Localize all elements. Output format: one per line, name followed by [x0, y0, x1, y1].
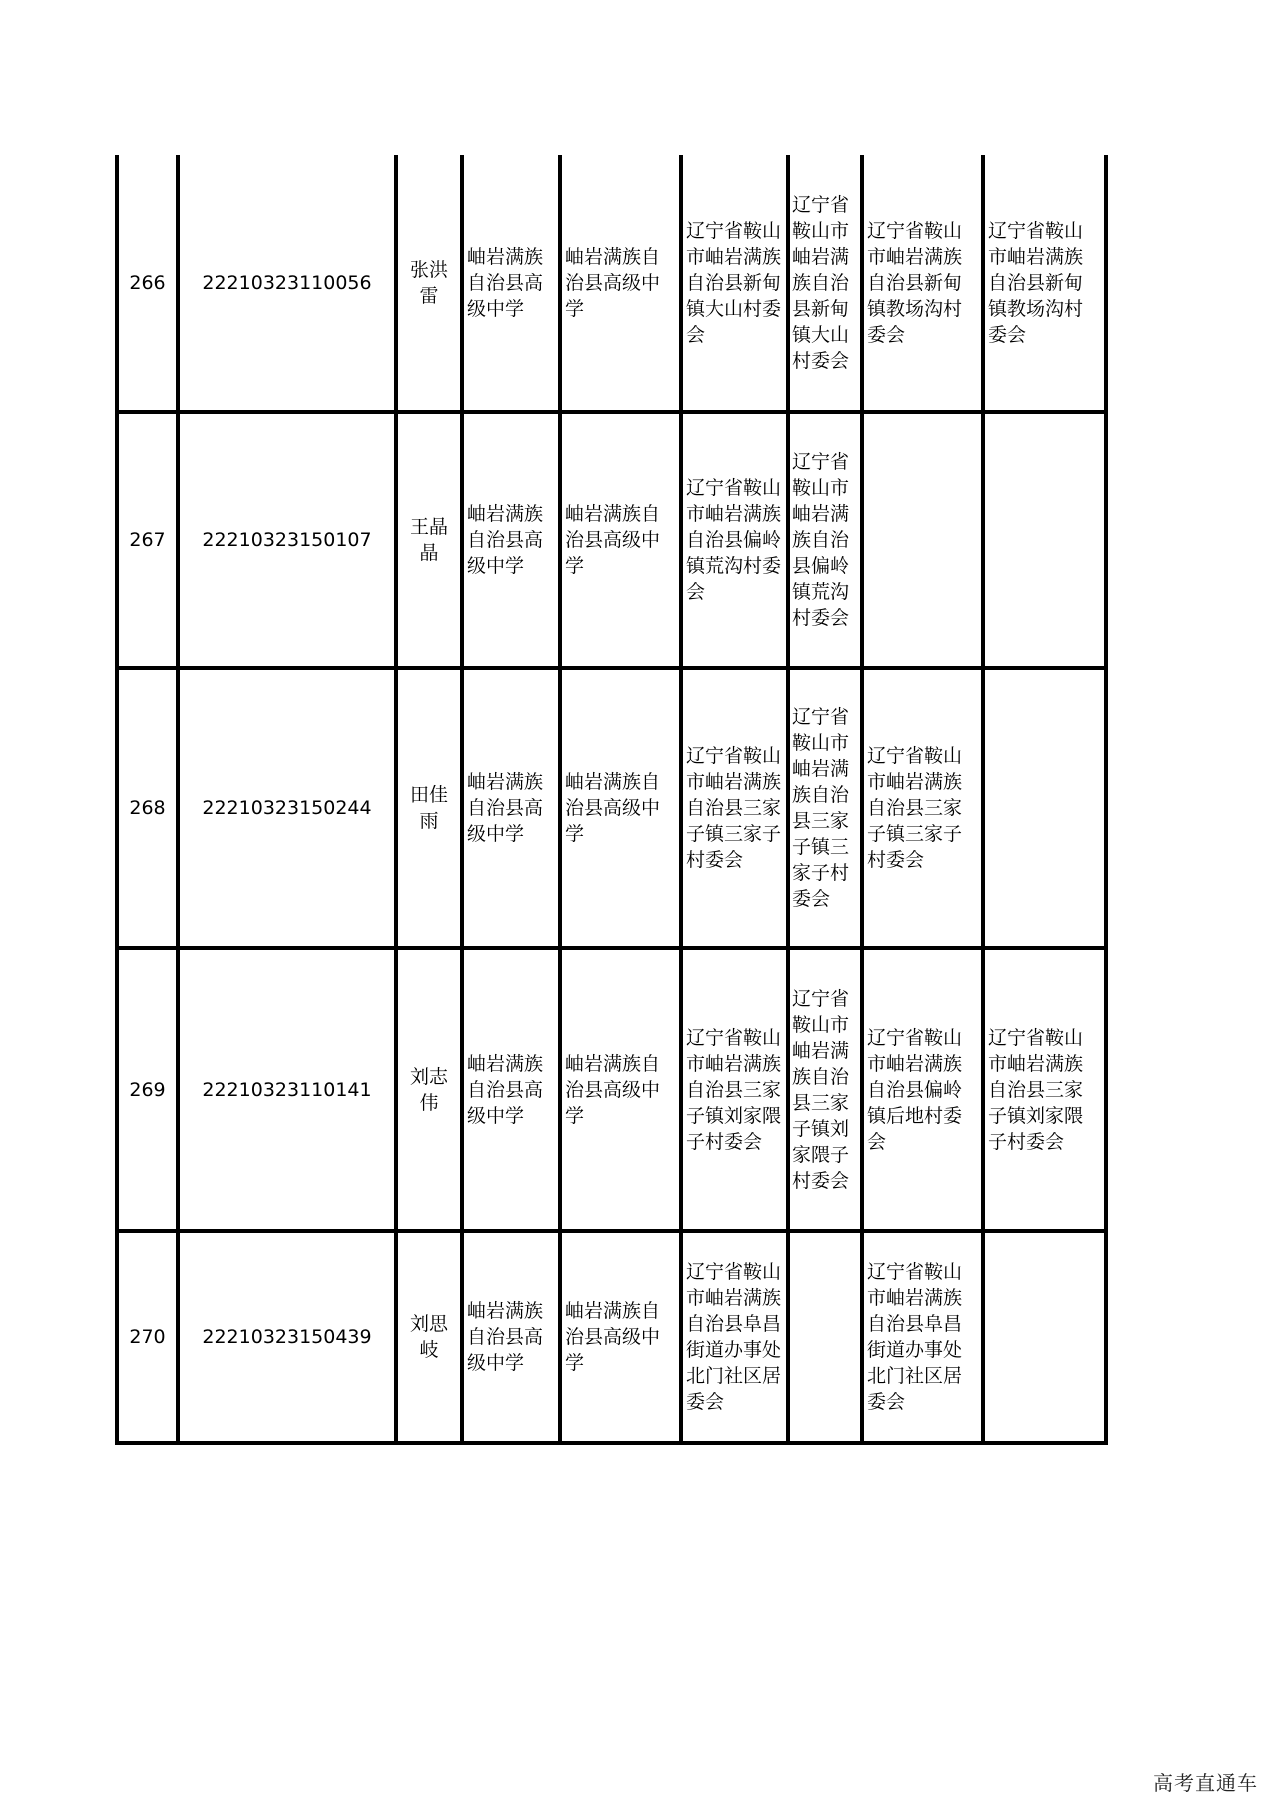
- table-row: [117, 948, 1106, 1231]
- admission-list-table: [115, 155, 1108, 1445]
- school-name-2: 岫岩满族自治县高级中学: [560, 412, 681, 668]
- address-d: [983, 668, 1106, 948]
- address-b: 辽宁省鞍山市岫岩满族自治县偏岭镇荒沟村委会: [788, 412, 862, 668]
- address-d: 辽宁省鞍山市岫岩满族自治县三家子镇刘家隈子村委会: [983, 948, 1106, 1231]
- school-name: 岫岩满族自治县高级中学: [462, 948, 560, 1231]
- school-name: 岫岩满族自治县高级中学: [462, 1231, 560, 1443]
- exam-id: 22210323110056: [178, 155, 396, 412]
- address-c: 辽宁省鞍山市岫岩满族自治县阜昌街道办事处北门社区居委会: [862, 1231, 983, 1443]
- school-name-2: 岫岩满族自治县高级中学: [560, 668, 681, 948]
- student-name: 张洪雷: [396, 155, 462, 412]
- school-name: 岫岩满族自治县高级中学: [462, 155, 560, 412]
- watermark-text: 高考直通车: [1153, 1771, 1258, 1795]
- table-row: [117, 412, 1106, 668]
- address-d: [983, 1231, 1106, 1443]
- table-row: [117, 155, 1106, 412]
- student-name: 田佳雨: [396, 668, 462, 948]
- school-name: 岫岩满族自治县高级中学: [462, 412, 560, 668]
- exam-id: 22210323150439: [178, 1231, 396, 1443]
- address-a: 辽宁省鞍山市岫岩满族自治县三家子镇刘家隈子村委会: [681, 948, 788, 1231]
- row-number: 267: [117, 412, 178, 668]
- address-b: 辽宁省鞍山市岫岩满族自治县三家子镇刘家隈子村委会: [788, 948, 862, 1231]
- student-name: 王晶晶: [396, 412, 462, 668]
- table-row: [117, 1231, 1106, 1443]
- school-name: 岫岩满族自治县高级中学: [462, 668, 560, 948]
- address-c: 辽宁省鞍山市岫岩满族自治县偏岭镇后地村委会: [862, 948, 983, 1231]
- school-name-2: 岫岩满族自治县高级中学: [560, 1231, 681, 1443]
- student-name: 刘志伟: [396, 948, 462, 1231]
- table-row: [117, 668, 1106, 948]
- address-a: 辽宁省鞍山市岫岩满族自治县新甸镇大山村委会: [681, 155, 788, 412]
- exam-id: 22210323150107: [178, 412, 396, 668]
- address-a: 辽宁省鞍山市岫岩满族自治县阜昌街道办事处北门社区居委会: [681, 1231, 788, 1443]
- address-c: [862, 412, 983, 668]
- address-c: 辽宁省鞍山市岫岩满族自治县三家子镇三家子村委会: [862, 668, 983, 948]
- address-a: 辽宁省鞍山市岫岩满族自治县偏岭镇荒沟村委会: [681, 412, 788, 668]
- exam-id: 22210323150244: [178, 668, 396, 948]
- address-b: 辽宁省鞍山市岫岩满族自治县三家子镇三家子村委会: [788, 668, 862, 948]
- address-b: [788, 1231, 862, 1443]
- school-name-2: 岫岩满族自治县高级中学: [560, 155, 681, 412]
- exam-id: 22210323110141: [178, 948, 396, 1231]
- row-number: 269: [117, 948, 178, 1231]
- address-b: 辽宁省鞍山市岫岩满族自治县新甸镇大山村委会: [788, 155, 862, 412]
- address-a: 辽宁省鞍山市岫岩满族自治县三家子镇三家子村委会: [681, 668, 788, 948]
- address-d: [983, 412, 1106, 668]
- address-c: 辽宁省鞍山市岫岩满族自治县新甸镇教场沟村委会: [862, 155, 983, 412]
- row-number: 270: [117, 1231, 178, 1443]
- school-name-2: 岫岩满族自治县高级中学: [560, 948, 681, 1231]
- row-number: 268: [117, 668, 178, 948]
- row-number: 266: [117, 155, 178, 412]
- address-d: 辽宁省鞍山市岫岩满族自治县新甸镇教场沟村委会: [983, 155, 1106, 412]
- student-name: 刘思岐: [396, 1231, 462, 1443]
